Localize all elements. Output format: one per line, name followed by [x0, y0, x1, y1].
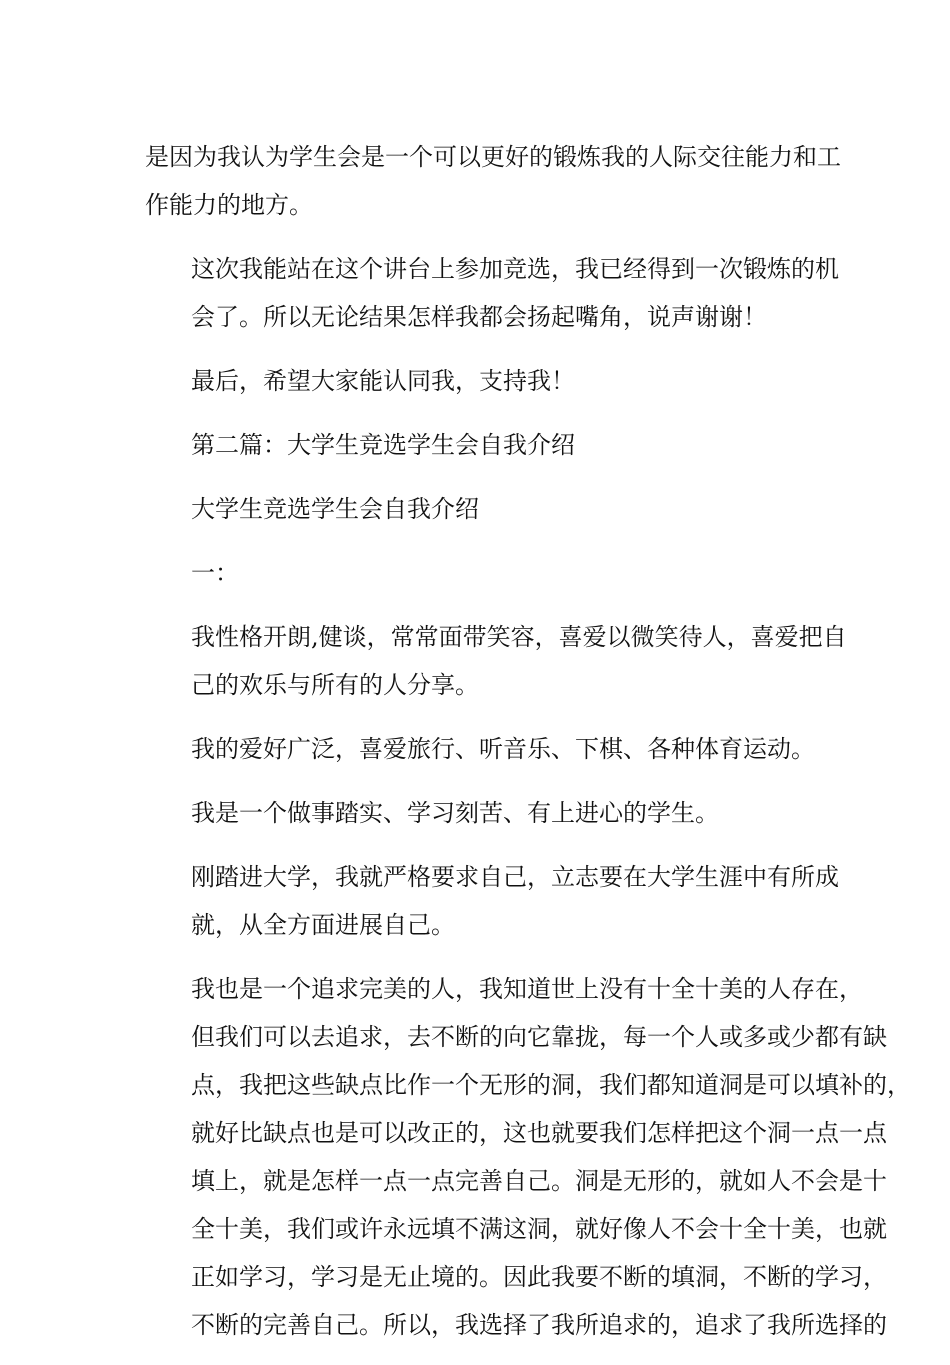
paragraph: [145, 485, 810, 533]
text-line: 会了。所以无论结果怎样我都会扬起嘴角，说声谢谢！: [191, 303, 767, 331]
text-line: 一：: [191, 559, 239, 587]
text-line: 第二篇：大学生竞选学生会自我介绍: [191, 431, 575, 459]
paragraph: [145, 725, 815, 773]
document-body: [145, 133, 911, 1365]
text-line: 正如学习，学习是无止境的。因此我要不断的填洞，不断的学习，: [191, 1263, 887, 1291]
text-line: 最后，希望大家能认同我，支持我！: [191, 367, 575, 395]
paragraph: [145, 965, 911, 1349]
paragraph: [145, 421, 810, 469]
text-line: 填上，就是怎样一点一点完善自己。洞是无形的，就如人不会是十: [191, 1167, 887, 1195]
text-line: 我性格开朗,健谈，常常面带笑容，喜爱以微笑待人，喜爱把自: [191, 623, 847, 651]
text-line: 点，我把这些缺点比作一个无形的洞，我们都知道洞是可以填补的，: [191, 1071, 911, 1099]
paragraph: [145, 549, 810, 597]
paragraph: [145, 789, 810, 837]
paragraph: [145, 613, 847, 709]
text-line: 刚踏进大学，我就严格要求自己，立志要在大学生涯中有所成: [191, 863, 839, 891]
text-line: 就好比缺点也是可以改正的，这也就要我们怎样把这个洞一点一点: [191, 1119, 887, 1147]
paragraph: [145, 853, 839, 949]
text-line: 我的爱好广泛，喜爱旅行、听音乐、下棋、各种体育运动。: [191, 735, 815, 763]
paragraph: [145, 357, 810, 405]
text-line: 但我们可以去追求，去不断的向它靠拢，每一个人或多或少都有缺: [191, 1023, 887, 1051]
text-line: 大学生竞选学生会自我介绍: [191, 495, 479, 523]
text-line: 我是一个做事踏实、学习刻苦、有上进心的学生。: [191, 799, 719, 827]
text-line: 就，从全方面进展自己。: [191, 911, 455, 939]
text-line: 己的欢乐与所有的人分享。: [191, 671, 479, 699]
text-line: 全十美，我们或许永远填不满这洞，就好像人不会十全十美，也就: [191, 1215, 887, 1243]
text-line: 是因为我认为学生会是一个可以更好的锻炼我的人际交往能力和工: [145, 143, 841, 171]
text-line: 作能力的地方。: [145, 191, 313, 219]
text-line: 我也是一个追求完美的人，我知道世上没有十全十美的人存在，: [191, 975, 863, 1003]
paragraph: [145, 245, 839, 341]
text-line: 这次我能站在这个讲台上参加竞选，我已经得到一次锻炼的机: [191, 255, 839, 283]
text-line: 不断的完善自己。所以，我选择了我所追求的，追求了我所选择的: [191, 1311, 887, 1339]
paragraph: [145, 133, 841, 229]
